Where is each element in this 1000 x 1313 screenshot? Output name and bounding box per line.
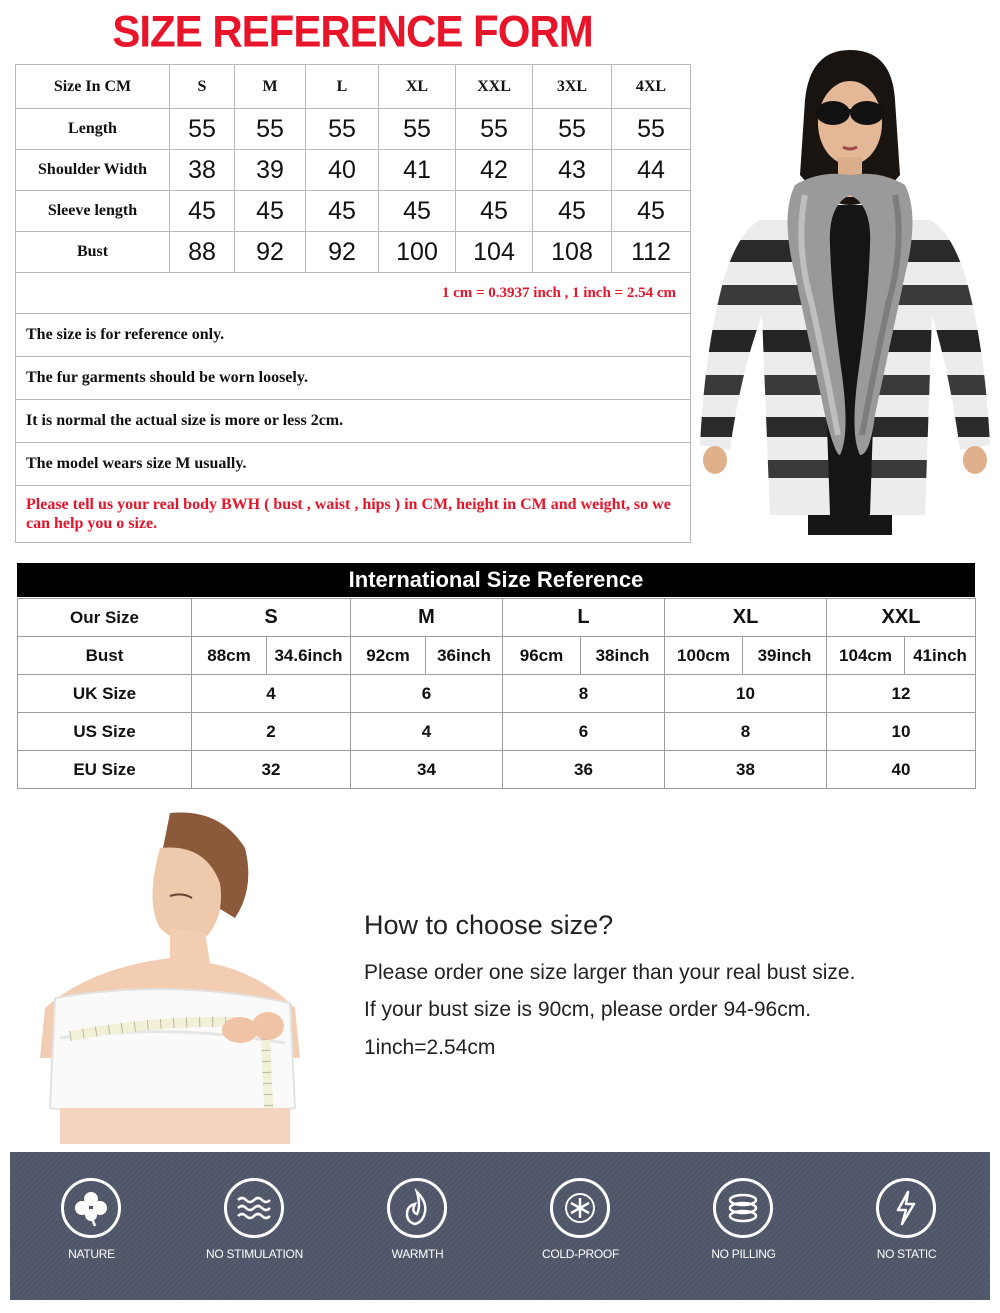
table-cell: 55 <box>170 109 235 150</box>
header-cell: S <box>170 65 235 109</box>
row-label: Shoulder Width <box>16 150 170 191</box>
table-cell: 32 <box>192 751 351 789</box>
international-title-bar: International Size Reference <box>17 563 975 597</box>
note-row <box>16 443 691 486</box>
table-cell: 100 <box>379 232 456 273</box>
table-row <box>16 150 691 191</box>
table-cell: 43 <box>533 150 612 191</box>
feature-no-static <box>825 1152 988 1300</box>
model-photo <box>700 45 990 545</box>
feature-bar <box>10 1152 990 1300</box>
table-cell: 10 <box>665 675 827 713</box>
table-cell: 6 <box>503 713 665 751</box>
table-cell: 45 <box>306 191 379 232</box>
table-cell: 8 <box>665 713 827 751</box>
waves-icon <box>234 1188 274 1228</box>
header-cell: Size In CM <box>16 65 170 109</box>
header-cell: 3XL <box>533 65 612 109</box>
table-cell: 55 <box>306 109 379 150</box>
howto-line: Please order one size larger than your real bust size. <box>364 961 856 984</box>
header-cell: L <box>306 65 379 109</box>
note-row <box>16 400 691 443</box>
size-cell: XXL <box>827 599 976 637</box>
row-label: US Size <box>18 713 192 751</box>
table-cell: 88cm <box>192 637 267 675</box>
table-cell: 12 <box>827 675 976 713</box>
request-row <box>16 486 691 543</box>
table-cell: 36 <box>503 751 665 789</box>
table-cell: 6 <box>351 675 503 713</box>
row-label: EU Size <box>18 751 192 789</box>
feature-label: WARMTH <box>391 1247 444 1261</box>
feature-no-pilling <box>662 1152 825 1300</box>
table-cell: 34 <box>351 751 503 789</box>
table-cell: 104 <box>456 232 533 273</box>
table-cell: 44 <box>612 150 691 191</box>
table-cell: 55 <box>235 109 306 150</box>
table-cell: 108 <box>533 232 612 273</box>
table-cell: 45 <box>456 191 533 232</box>
table-cell: 4 <box>192 675 351 713</box>
feature-label: COLD-PROOF <box>541 1247 619 1261</box>
size-reference-table <box>15 64 691 543</box>
table-cell: 45 <box>533 191 612 232</box>
request-text: Please tell us your real body BWH ( bust , waist , hips ) in CM, height in CM and weight, so we can help you o size. <box>16 486 691 543</box>
page-title: SIZE REFERENCE FORM <box>112 6 593 57</box>
table-cell: 38 <box>170 150 235 191</box>
table-cell: 88 <box>170 232 235 273</box>
snowflake-icon <box>560 1188 600 1228</box>
table-row <box>18 675 976 713</box>
table-cell: 38 <box>665 751 827 789</box>
measuring-bust-photo <box>20 808 318 1144</box>
table-cell: 104cm <box>827 637 905 675</box>
table-row <box>18 713 976 751</box>
table-cell: 36inch <box>426 637 503 675</box>
feature-label: NATURE <box>68 1247 115 1261</box>
feature-label: NO PILLING <box>711 1247 776 1261</box>
feature-no-stimulation <box>173 1152 336 1300</box>
feature-cold-proof <box>499 1152 662 1300</box>
table-cell: 45 <box>170 191 235 232</box>
note-row <box>16 314 691 357</box>
table-cell: 38inch <box>581 637 665 675</box>
header-cell: 4XL <box>612 65 691 109</box>
size-cell: S <box>192 599 351 637</box>
feature-nature <box>10 1152 173 1300</box>
table-cell: 39inch <box>743 637 827 675</box>
header-cell: M <box>235 65 306 109</box>
table-cell: 45 <box>379 191 456 232</box>
conversion-note: 1 cm = 0.3937 inch , 1 inch = 2.54 cm <box>16 273 691 314</box>
howto-line: If your bust size is 90cm, please order 94-96cm. <box>364 998 812 1021</box>
table-row <box>18 637 976 675</box>
intl-header-row <box>18 599 976 637</box>
size-cell: XL <box>665 599 827 637</box>
table-cell: 92 <box>235 232 306 273</box>
table-row <box>16 191 691 232</box>
table-cell: 2 <box>192 713 351 751</box>
table-cell: 41inch <box>905 637 976 675</box>
row-label: UK Size <box>18 675 192 713</box>
row-label: Sleeve length <box>16 191 170 232</box>
feature-label: NO STIMULATION <box>206 1247 303 1261</box>
row-label: Length <box>16 109 170 150</box>
table-row <box>18 751 976 789</box>
table-cell: 55 <box>533 109 612 150</box>
table-cell: 112 <box>612 232 691 273</box>
table-cell: 92cm <box>351 637 426 675</box>
table-cell: 40 <box>827 751 976 789</box>
table-cell: 55 <box>379 109 456 150</box>
howto-title: How to choose size? <box>364 910 614 940</box>
note-text: The model wears size M usually. <box>16 443 691 486</box>
howto-line: 1inch=2.54cm <box>364 1036 496 1059</box>
table-cell: 40 <box>306 150 379 191</box>
size-header-row <box>16 65 691 109</box>
table-cell: 42 <box>456 150 533 191</box>
table-cell: 45 <box>612 191 691 232</box>
conversion-row <box>16 273 691 314</box>
table-cell: 41 <box>379 150 456 191</box>
table-row <box>16 109 691 150</box>
row-label: Bust <box>18 637 192 675</box>
feature-label: NO STATIC <box>876 1247 937 1261</box>
table-cell: 4 <box>351 713 503 751</box>
note-text: It is normal the actual size is more or less 2cm. <box>16 400 691 443</box>
header-cell: XL <box>379 65 456 109</box>
note-text: The fur garments should be worn loosely. <box>16 357 691 400</box>
feature-warmth <box>336 1152 499 1300</box>
note-text: The size is for reference only. <box>16 314 691 357</box>
coil-icon <box>723 1188 763 1228</box>
header-cell: XXL <box>456 65 533 109</box>
international-size-table <box>17 598 976 789</box>
table-cell: 92 <box>306 232 379 273</box>
row-label: Our Size <box>18 599 192 637</box>
table-cell: 55 <box>612 109 691 150</box>
table-cell: 100cm <box>665 637 743 675</box>
table-cell: 39 <box>235 150 306 191</box>
table-cell: 96cm <box>503 637 581 675</box>
clover-icon <box>71 1188 111 1228</box>
table-cell: 55 <box>456 109 533 150</box>
size-cell: L <box>503 599 665 637</box>
table-row <box>16 232 691 273</box>
table-cell: 8 <box>503 675 665 713</box>
table-cell: 34.6inch <box>267 637 351 675</box>
lightning-icon <box>886 1188 926 1228</box>
table-cell: 45 <box>235 191 306 232</box>
table-cell: 10 <box>827 713 976 751</box>
size-cell: M <box>351 599 503 637</box>
note-row <box>16 357 691 400</box>
flame-icon <box>397 1188 437 1228</box>
row-label: Bust <box>16 232 170 273</box>
